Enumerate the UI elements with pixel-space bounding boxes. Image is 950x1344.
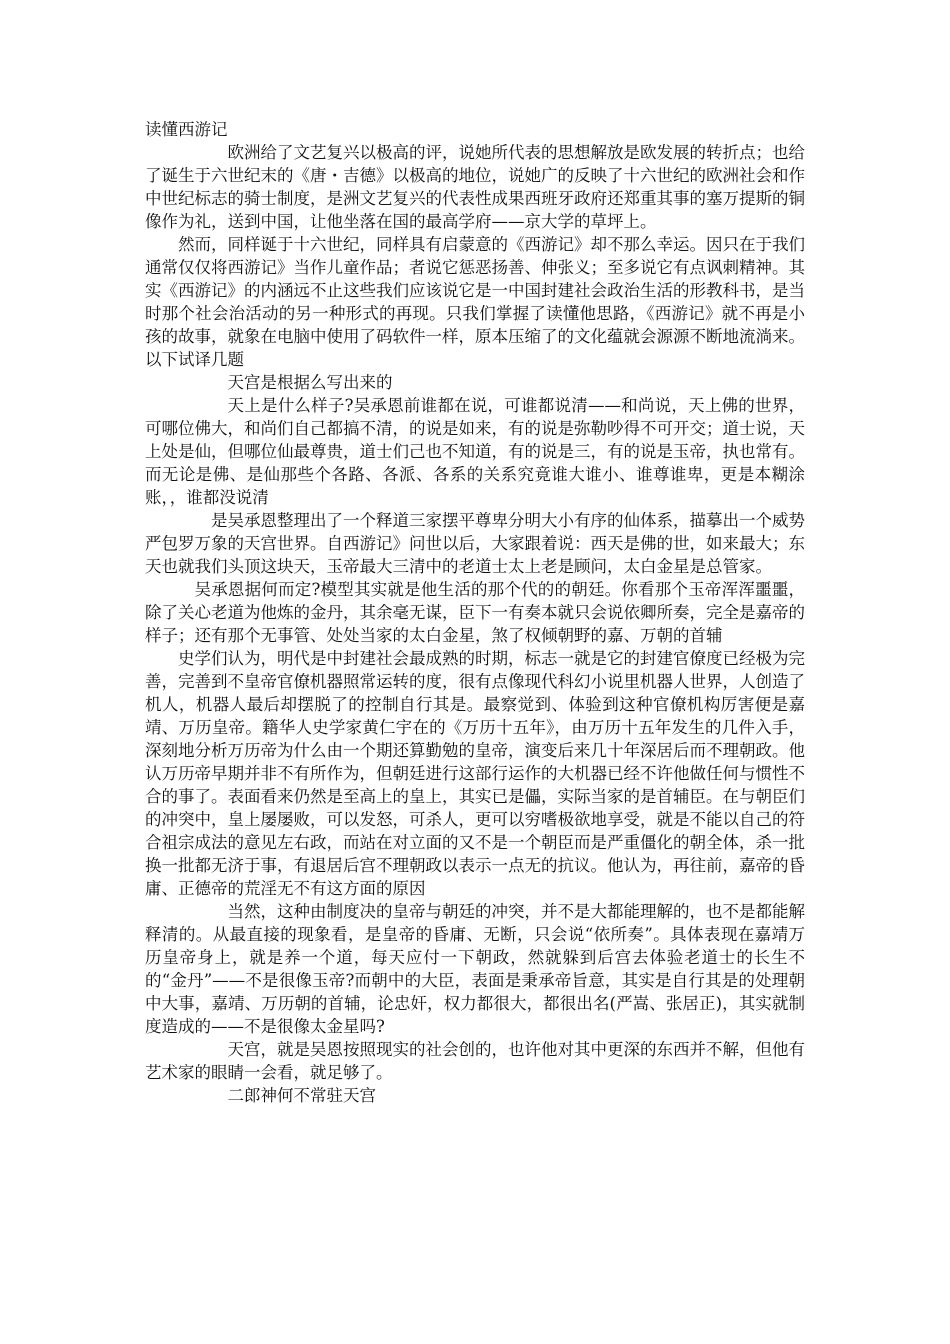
document-page	[145, 118, 805, 1107]
section-heading-heavenly-palace: 天宫是根据么写出来的	[227, 373, 393, 392]
paragraph-heavenly-palace-conclusion: 天宫，就是吴恩按照现实的社会创的，也许他对其中更深的东西并不解，但他有艺术家的眼睛一会看，就足够了。	[145, 1040, 805, 1082]
paragraph-renaissance: 欧洲给了文艺复兴以极高的评，说她所代表的思想解放是欧发展的转折点；也给了诞生于六世纪末的《唐・吉德》以极高的地位，说她广的反映了十六世纪的欧洲社会和作中世纪标志的骑士制度，是洲文艺复兴的代表性成果西班牙政府还郑重其事的塞万提斯的铜像作为礼，送到中国，让他坐落在国的最高学府——京大学的草坪上。	[145, 143, 805, 231]
paragraph-wu-chengen-system: 是吴承恩整理出了一个释道三家摆平尊卑分明大小有序的仙体系，描摹出一个威势严包罗万象的天宫世界。自西游记》问世以后，大家跟着说：西天是佛的世，如来最大；东天也就我们头顶这块天，玉帝最大三清中的老道士太上老是顾问，太白金星是总管家。	[145, 511, 805, 576]
paragraph-what-heaven-looks-like: 天上是什么样子?吴承恩前谁都在说，可谁都说清——和尚说，天上佛的世界，可哪位佛大，和尚们自己都搞不清，的说是如来，有的说是弥勒吵得不可开交；道士说，天上处是仙，但哪位仙最尊贵，道士们己也不知道，有的说是三，有的说是玉帝，执也常有。而无论是佛、是仙那些个各路、各派、各系的关系究竟谁大谁小、谁尊谁卑，更是本糊涂账，，谁都没说清	[145, 396, 805, 507]
section-heading-erlang-shen: 二郎神何不常驻天宫	[227, 1086, 376, 1105]
document-title: 读懂西游记	[145, 120, 228, 139]
paragraph-court-model: 吴承恩据何而定?模型其实就是他生活的那个代的的朝廷。你看那个玉帝浑浑噩噩，除了关心老道为他炼的金丹，其余毫无谋，臣下一有奏本就只会说依卿所奏，完全是嘉帝的样子；还有那个无事管、处处当家的太白金星，煞了权倾朝野的嘉、万朝的首辅	[145, 580, 805, 645]
paragraph-historians-view: 史学们认为，明代是中封建社会最成熟的时期，标志一就是它的封建官僚度已经极为完善，完善到不皇帝官僚机器照常运转的度，很有点像现代科幻小说里机器人世界，人创造了机人，机器人最后却摆脱了的控制自行其是。最察觉到、体验到这种官僚机构厉害便是嘉靖、万历皇帝。籍华人史学家黄仁宇在的《万历十五年》，由万历十五年发生的几件入手，深刻地分析万历帝为什么由一个期还算勤勉的皇帝，演变后来几十年深居后而不理朝政。他认万历帝早期并非不有所作为，但朝廷进行这部行运作的大机器已经不许他做任何与惯性不合的事了。表面看来仍然是至高上的皇上，其实已是儡，实际当家的是首辅臣。在与朝臣们的冲突中，皇上屡屡败，可以发怒，可杀人，更可以穷嗜极欲地享受，就是不能以自己的符合祖宗成法的意见左右政，而站在对立面的又不是一个朝臣而是严重僵化的朝全体，杀一批换一批都无济于事，有退居后宫不理朝政以表示一点无的抗议。他认为，再往前，嘉帝的昏庸、正德帝的荒淫无不有这方面的原因	[145, 649, 805, 898]
paragraph-emperor-court-conflict: 当然，这种由制度决的皇帝与朝廷的冲突，并不是大都能理解的，也不是都能解释清的。从最直接的现象看，是皇帝的昏庸、无断，只会说“依所奏”。具体表现在嘉靖万历皇帝身上，就是养一个道，每天应付一下朝政，然就躲到后宫去体验老道士的长生不的“金丹”——不是很像玉帝?而朝中的大臣，表面是秉承帝旨意，其实是自行其是的处理朝中大事，嘉靖、万历朝的首辅，论忠奸，权力都很大，都很出名(严嵩、张居正)，其实就制度造成的——不是很像太金星吗?	[145, 902, 805, 1036]
paragraph-journey-west-intro: 然而，同样诞于十六世纪，同样具有启蒙意的《西游记》却不那么幸运。因只在于我们通常仅仅将西游记》当作儿童作品；者说它惩恶扬善、伸张义；至多说它有点讽刺精神。其实《西游记》的内涵远不止这些我们应该说它是一中国封建社会政治生活的形教科书，是当时那个社会治活动的另一种形式的再现。只我们掌握了读懂他思路，《西游记》就不再是小孩的故事，就象在电脑中使用了码软件一样，原本压缩了的文化蕴就会源源不断地流淌来。以下试译几题	[145, 235, 805, 369]
